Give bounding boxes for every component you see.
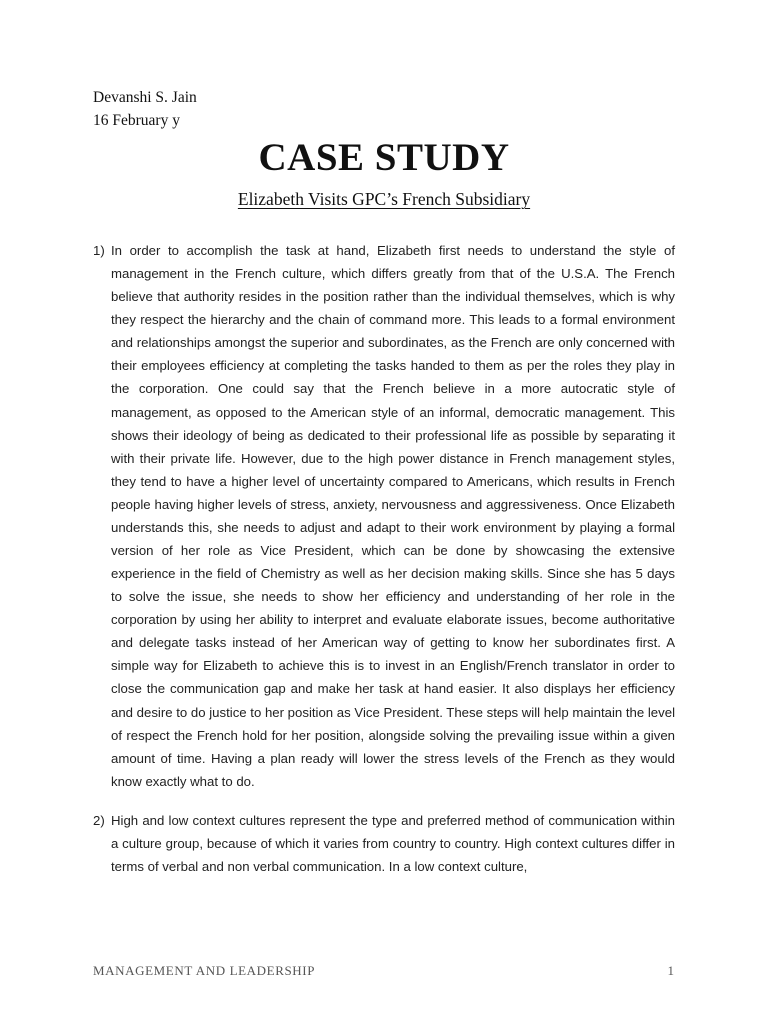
list-item-text: High and low context cultures represent the type and preferred method of communication within a culture group, because of which it varies from country to country. High context cultures differ in terms of verbal and non verbal communication. In a low context culture, — [111, 812, 675, 875]
answer-list — [93, 239, 675, 878]
author-name: Devanshi S. Jain — [93, 89, 197, 106]
list-item-text: In order to accomplish the task at hand, Elizabeth first needs to understand the style of management in the French culture, which differs greatly from that of the U.S.A. The French believe that authority resides in the position rather than the individual themselves, which is why they respect the hierarchy and the chain of command more. This leads to a formal environment and relationships amongst the superior and subordinates, as the French are only concerned with their employees efficiency at completing the tasks handed to them as per the roles they play in the corporation. One could say that the French believe in a more autocratic style of management, as opposed to the American style of an informal, democratic management. This shows their ideology of being as dedicated to their professional life as possible by separating it with their private life. However, due to the high power distance in French management styles, they tend to have a higher level of uncertainty compared to Americans, which results in French people having higher levels of stress, anxiety, nervousness and aggressiveness. Once Elizabeth understands this, she needs to adjust and adapt to their work environment by playing a formal version of her role as Vice President, which can be done by showcasing the extensive experience in the field of Chemistry as well as her decision making skills. Since she has 5 days to solve the issue, she needs to show her efficiency and understanding of her role in the corporation by using her ability to interpret and evaluate elaborate issues, become authoritative and delegate tasks instead of her American way of getting to know her subordinates first. A simple way for Elizabeth to achieve this is to invest in an English/French translator in order to close the communication gap and make her task at hand easier. It also displays her efficiency and desire to do justice to her position as Vice President. These steps will help maintain the level of respect the French hold for her position, alongside solving the prevailing issue within a given amount of time. Having a plan ready will lower the stress levels of the French as they would know exactly what to do. — [111, 243, 675, 789]
document-subtitle-wrapper — [0, 187, 768, 211]
list-item-number: 1) — [93, 243, 105, 258]
footer-course-title: MANAGEMENT AND LEADERSHIP — [93, 963, 316, 978]
list-item — [93, 239, 675, 793]
document-title: CASE STUDY — [258, 136, 510, 179]
footer-page-number: 1 — [667, 963, 674, 978]
list-item — [93, 809, 675, 878]
document-subtitle: Elizabeth Visits GPC’s French Subsidiary — [237, 189, 531, 209]
document-date: 16 February y — [93, 112, 180, 129]
list-item-number: 2) — [93, 812, 105, 828]
author-block — [93, 86, 197, 132]
